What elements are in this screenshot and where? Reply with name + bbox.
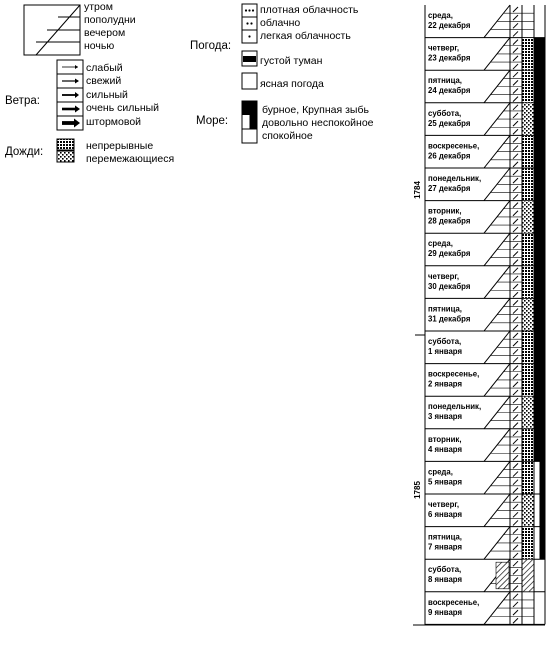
wind-mark (513, 325, 518, 330)
wind-mark (513, 610, 518, 615)
day-date-label: 5 января (428, 477, 462, 487)
wind-mark (513, 406, 518, 411)
day-date-label: 25 декабря (428, 118, 471, 128)
wind-mark (513, 520, 518, 525)
wind-mark (513, 89, 518, 94)
day-weekday-label: среда, (428, 239, 453, 249)
weather-cell (523, 429, 534, 461)
journal-day-row (425, 201, 545, 234)
day-date-label: 9 января (428, 607, 462, 617)
sea-legend-swatch (242, 101, 257, 143)
day-weekday-label: пятница, (428, 532, 462, 542)
time-evening-label: вечером (84, 27, 126, 39)
wind-mark (513, 113, 518, 118)
wind-mark (513, 15, 518, 20)
weather-light-cloud-label: легкая облачность (260, 30, 351, 42)
wind-mark (513, 56, 518, 61)
wind-mark (513, 162, 518, 167)
weather-cell (523, 495, 534, 527)
journal-day-row (425, 298, 545, 331)
day-weekday-label: понедельник, (428, 174, 482, 183)
weather-cell (523, 299, 534, 331)
wind-mark (513, 317, 518, 322)
sea-rough-cell (534, 38, 545, 71)
day-date-label: 31 декабря (428, 314, 471, 324)
wind-mark (513, 463, 518, 468)
journal-day-row (425, 592, 545, 625)
journal-day-row (425, 266, 545, 299)
time-of-day-legend-box (24, 5, 80, 55)
wind-mark (513, 618, 518, 623)
wind-mark (513, 268, 518, 273)
sea-rough-cell (534, 298, 545, 331)
wind-mark (513, 488, 518, 493)
wind-mark (513, 260, 518, 265)
wind-mark (513, 97, 518, 102)
wind-mark (513, 105, 518, 110)
rain-continuous-label: непрерывные (86, 140, 154, 152)
wind-mark (513, 203, 518, 208)
time-night-label: ночью (84, 40, 115, 52)
wind-mark (513, 40, 518, 45)
weather-cell (523, 527, 534, 559)
wind-mark (513, 529, 518, 534)
wind-mark (513, 349, 518, 354)
wind-mark (513, 447, 518, 452)
sea-moderate-cell (540, 527, 546, 560)
wind-mark (513, 292, 518, 297)
time-morning-label: утром (84, 1, 113, 13)
rain-legend-swatches (57, 139, 74, 162)
wind-mark (513, 455, 518, 460)
journal-day-row (425, 494, 545, 527)
weather-cloudy-label: облачно (260, 17, 301, 29)
day-weekday-label: среда, (428, 11, 453, 20)
wind-mark (513, 121, 518, 126)
wind-mark (513, 504, 518, 509)
weather-fog-label: густой туман (260, 55, 323, 67)
day-weekday-label: четверг, (428, 500, 460, 509)
journal-day-row (425, 396, 545, 429)
day-date-label: 3 января (428, 412, 462, 422)
wind-mark (513, 357, 518, 362)
wind-mark (513, 496, 518, 501)
wind-mark (513, 309, 518, 314)
sea-rough-cell (534, 364, 545, 397)
journal-day-row (425, 38, 545, 71)
rain-intermittent-label: перемежающиеся (86, 153, 175, 165)
sea-rough-cell (534, 429, 545, 462)
journal-day-row (425, 527, 545, 560)
sea-rough-cell (534, 70, 545, 103)
rain-cell (496, 562, 509, 589)
sea-rough-cell (534, 201, 545, 234)
wind-mark (513, 186, 518, 191)
weather-cell (523, 462, 534, 494)
wind-mark (513, 561, 518, 566)
weather-cell (523, 201, 534, 233)
wind-mark (513, 227, 518, 232)
sea-calm-label: спокойное (262, 130, 313, 142)
day-weekday-label: понедельник, (428, 402, 482, 412)
wind-mark (513, 333, 518, 338)
weather-cell (523, 560, 534, 592)
day-date-label: 2 января (428, 379, 462, 389)
wind-mark (513, 137, 518, 142)
sea-rough-cell (534, 266, 545, 299)
wind-mark (513, 382, 518, 387)
wind-mark (513, 219, 518, 224)
wind-mark (513, 211, 518, 216)
light-cloud-dot-icon (248, 35, 250, 37)
rain-category-label: Дожди: (5, 146, 44, 158)
wind-mark (513, 480, 518, 485)
journal-day-row (425, 233, 545, 266)
wind-mark (513, 553, 518, 558)
wind-mark (513, 194, 518, 199)
sea-rough-cell (534, 396, 545, 429)
journal-day-row (425, 135, 545, 168)
wind-mark (513, 390, 518, 395)
weather-cell (523, 332, 534, 364)
day-weekday-label: пятница, (428, 76, 462, 86)
wind-mark (513, 243, 518, 248)
wind-legend-symbols (57, 60, 83, 130)
wind-mark (513, 31, 518, 36)
wind-mark (513, 235, 518, 240)
day-weekday-label: пятница, (428, 304, 462, 314)
year-1784-label: 1784 (413, 181, 422, 199)
wind-mark (513, 415, 518, 420)
wind-very-strong-label: очень сильный (86, 102, 160, 114)
sea-rough-cell (534, 103, 545, 136)
wind-mark (513, 545, 518, 550)
wind-mark (513, 602, 518, 607)
day-date-label: 26 декабря (428, 151, 471, 161)
journal-day-row (425, 331, 545, 364)
wind-mark (513, 439, 518, 444)
wind-mark (513, 64, 518, 69)
wind-mark (513, 341, 518, 346)
day-weekday-label: четверг, (428, 43, 460, 53)
dense-cloud-dots-icon (245, 9, 254, 11)
wind-mark (513, 374, 518, 379)
journal-day-row (425, 461, 545, 494)
day-date-label: 1 января (428, 347, 462, 356)
day-date-label: 22 декабря (428, 21, 471, 30)
day-weekday-label: воскресенье, (428, 369, 480, 379)
sea-rough-label: бурное, Крупная зыбь (262, 104, 369, 116)
wind-weak-label: слабый (86, 62, 123, 74)
wind-mark (513, 512, 518, 517)
wind-mark (513, 537, 518, 542)
wind-mark (513, 146, 518, 151)
journal-day-row (425, 168, 545, 201)
day-weekday-label: среда, (428, 467, 453, 477)
day-date-label: 27 декабря (428, 184, 471, 193)
time-afternoon-label: пополудни (84, 14, 136, 26)
sea-category-label: Море: (196, 115, 229, 127)
day-date-label: 23 декабря (428, 53, 471, 63)
weather-cell (523, 364, 534, 396)
day-date-label: 4 января (428, 444, 462, 454)
clear-weather-swatch (242, 73, 257, 89)
wind-mark (513, 300, 518, 305)
sea-moderate-label: довольно неспокойное (262, 117, 374, 129)
day-date-label: 6 января (428, 510, 462, 519)
weather-cell (523, 103, 534, 135)
sea-rough-cell (534, 168, 545, 201)
wind-fresh-label: свежий (86, 75, 122, 87)
weather-cell (523, 266, 534, 298)
weather-dense-cloud-label: плотная облачность (260, 4, 359, 16)
wind-mark (513, 170, 518, 175)
day-weekday-label: воскресенье, (428, 597, 480, 607)
wind-mark (513, 276, 518, 281)
wind-mark (513, 80, 518, 85)
wind-mark (513, 23, 518, 28)
weather-clear-label: ясная погода (260, 78, 324, 90)
wind-mark (513, 472, 518, 477)
wind-category-label: Ветра: (5, 95, 40, 107)
wind-mark (513, 423, 518, 428)
weather-cell (523, 234, 534, 266)
day-date-label: 30 декабря (428, 281, 471, 291)
wind-mark (513, 129, 518, 134)
wind-strong-label: сильный (86, 89, 128, 101)
sea-rough-cell (534, 135, 545, 168)
wind-mark (513, 594, 518, 599)
wind-mark (513, 48, 518, 53)
rain-intermittent-swatch (57, 151, 74, 162)
journal-day-row (425, 559, 545, 592)
day-date-label: 29 декабря (428, 249, 471, 259)
day-weekday-label: воскресенье, (428, 141, 480, 151)
weather-journal-table (413, 5, 545, 625)
wind-mark (513, 154, 518, 159)
weather-cell (523, 169, 534, 201)
wind-mark (513, 569, 518, 574)
weather-cell (523, 397, 534, 429)
day-date-label: 8 января (428, 575, 462, 585)
weather-cell (523, 71, 534, 103)
day-weekday-label: суббота, (428, 108, 462, 118)
journal-day-row (425, 103, 545, 136)
wind-mark (513, 72, 518, 77)
wind-mark (513, 252, 518, 257)
day-weekday-label: вторник, (428, 206, 462, 216)
sea-rough-cell (534, 331, 545, 364)
day-date-label: 24 декабря (428, 86, 471, 96)
sea-rough-cell (534, 233, 545, 266)
wind-mark (513, 586, 518, 591)
wind-mark (513, 7, 518, 12)
journal-day-row (425, 5, 545, 38)
sea-moderate-cell (540, 494, 546, 527)
day-weekday-label: суббота, (428, 337, 462, 346)
journal-day-row (425, 429, 545, 462)
weather-cell (523, 136, 534, 168)
wind-mark (513, 431, 518, 436)
wind-storm-label: штормовой (86, 116, 142, 128)
day-weekday-label: суббота, (428, 565, 462, 575)
day-date-label: 7 января (428, 542, 462, 552)
rain-continuous-swatch (57, 139, 74, 150)
year-1785-label: 1785 (413, 481, 422, 499)
wind-mark (513, 366, 518, 371)
day-weekday-label: вторник, (428, 434, 462, 444)
wind-mark (513, 284, 518, 289)
weather-category-label: Погода: (190, 40, 232, 52)
journal-day-row (425, 70, 545, 103)
sea-moderate-cell (540, 461, 546, 494)
wind-mark (513, 578, 518, 583)
wind-mark (513, 178, 518, 183)
weather-legend-swatches (242, 4, 257, 89)
weather-cell (523, 38, 534, 70)
journal-day-row (425, 364, 545, 397)
day-date-label: 28 декабря (428, 216, 471, 226)
wind-mark (513, 398, 518, 403)
day-weekday-label: четверг, (428, 271, 460, 281)
